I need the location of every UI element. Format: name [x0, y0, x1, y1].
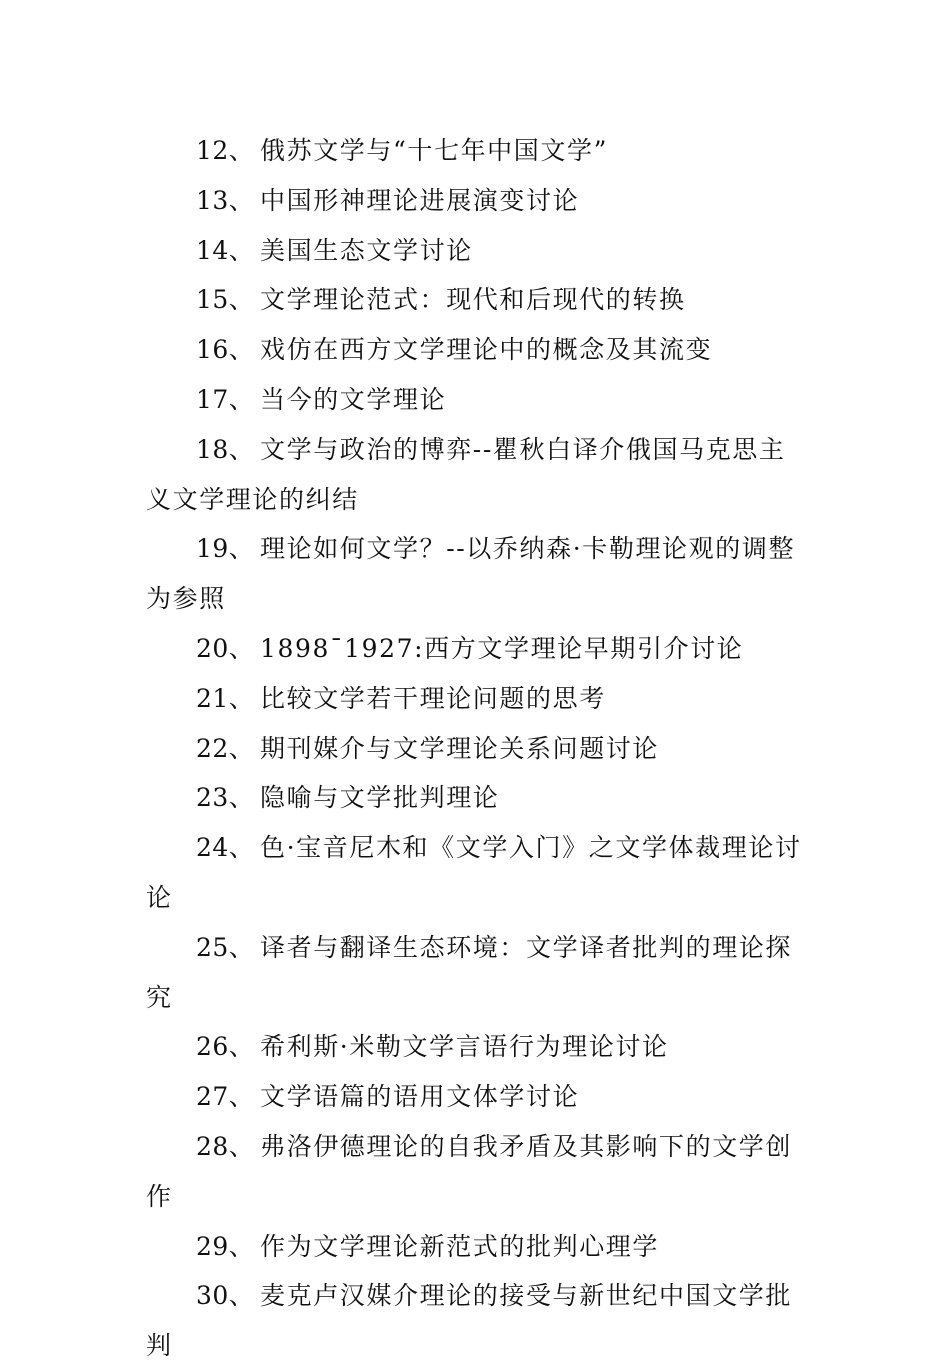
list-item — [146, 724, 806, 774]
item-title: 中国形神理论进展演变讨论 — [260, 185, 580, 215]
list-item — [146, 524, 806, 624]
item-title: 译者与翻译生态环境：文学译者批判的理论探究 — [146, 932, 793, 1012]
item-number: 23、 — [196, 783, 255, 813]
list-item — [146, 773, 806, 823]
item-number: 26、 — [196, 1032, 255, 1062]
list-item — [146, 1022, 806, 1072]
item-title: 希利斯·米勒文学言语行为理论讨论 — [260, 1032, 669, 1062]
list-item — [146, 375, 806, 425]
item-title: 隐喻与文学批判理论 — [260, 783, 500, 813]
item-number: 27、 — [196, 1082, 255, 1112]
item-number: 12、 — [196, 136, 255, 165]
item-number: 18、 — [196, 434, 255, 464]
item-number: 19、 — [196, 534, 255, 564]
list-item — [146, 325, 806, 375]
item-number: 16、 — [196, 335, 255, 365]
list-item — [146, 126, 806, 176]
item-title: 文学与政治的博弈--瞿秋白译介俄国马克思主义文学理论的纠结 — [146, 434, 786, 514]
list-item — [146, 275, 806, 325]
item-number: 30、 — [196, 1281, 255, 1311]
list-item — [146, 923, 806, 1023]
list-item — [146, 425, 806, 525]
item-number: 29、 — [196, 1231, 255, 1261]
item-number: 20、 — [196, 633, 255, 663]
item-number: 13、 — [196, 185, 255, 215]
list-item — [146, 1072, 806, 1122]
item-title: 文学语篇的语用文体学讨论 — [260, 1082, 580, 1112]
item-title: 当今的文学理论 — [260, 384, 447, 414]
list-item — [146, 674, 806, 724]
list-item — [146, 823, 806, 923]
item-title: 麦克卢汉媒介理论的接受与新世纪中国文学批判 — [146, 1281, 793, 1361]
item-title: 期刊媒介与文学理论关系问题讨论 — [260, 733, 660, 763]
list-item — [146, 1222, 806, 1272]
item-title: 1898¯1927:西方文学理论早期引介讨论 — [260, 633, 744, 663]
item-number: 22、 — [196, 733, 255, 763]
item-title: 作为文学理论新范式的批判心理学 — [260, 1231, 660, 1261]
topic-list — [146, 126, 806, 1371]
item-number: 21、 — [196, 683, 255, 713]
item-title: 俄苏文学与“十七年中国文学” — [260, 136, 608, 165]
item-number: 15、 — [196, 285, 255, 315]
item-title: 文学理论范式：现代和后现代的转换 — [260, 285, 686, 315]
item-number: 17、 — [196, 384, 255, 414]
list-item — [146, 226, 806, 276]
item-number: 25、 — [196, 932, 255, 962]
item-title: 弗洛伊德理论的自我矛盾及其影响下的文学创作 — [146, 1131, 793, 1211]
item-title: 美国生态文学讨论 — [260, 235, 473, 265]
item-title: 色·宝音尼木和《文学入门》之文学体裁理论讨论 — [146, 833, 802, 912]
item-title: 戏仿在西方文学理论中的概念及其流变 — [260, 335, 713, 365]
item-number: 14、 — [196, 235, 255, 265]
list-item — [146, 624, 806, 674]
list-item — [146, 176, 806, 226]
list-item — [146, 1271, 806, 1371]
list-item — [146, 1122, 806, 1222]
item-title: 理论如何文学？--以乔纳森·卡勒理论观的调整为参照 — [146, 534, 796, 614]
item-title: 比较文学若干理论问题的思考 — [260, 683, 606, 713]
item-number: 24、 — [196, 833, 255, 863]
item-number: 28、 — [196, 1131, 255, 1161]
